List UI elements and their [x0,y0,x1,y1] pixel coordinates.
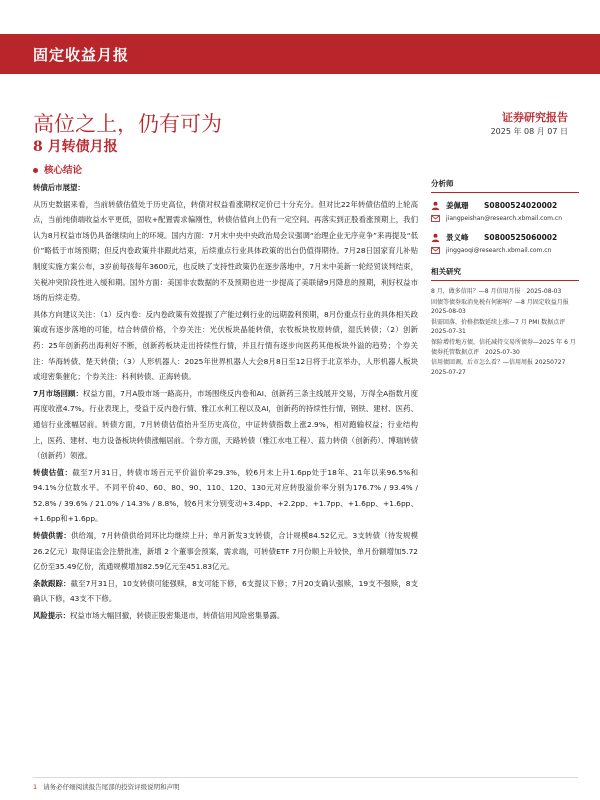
report-type-label: 证券研究报告 [502,111,568,124]
analyst-name: 姜佩珊 [446,201,469,210]
related-link[interactable]: 固债等债券取消免税有何影响？—8 月固定收益月报 2025-08-03 [431,298,575,316]
footer-divider [33,777,578,778]
related-link[interactable]: 8 月，做多信用？—8 月信用月报 2025-08-03 [431,288,562,295]
related-title: 相关研究 [431,266,579,281]
mail-icon [431,247,440,254]
person-icon [431,201,440,210]
paragraph-text: 从历史数据来看，当前转债估值处于历史高位，转债对权益看涨期权定价已十分充分。但对比22年转债估值的上轮高点，当前纯债端收益水平更低，固收+配置需求偏刚性，转债估值向上仍有一定空间。再落实到正股看涨预期上，我们认为8月权益市场仍具备继续向上的环境。国内方面：7月末中央中央政治局会议强调“治理企业无序竞争”来再提及“低价”略低于市场预期；但反内卷政策并非跟此结束，后续重点行业具体政策的出台仍值得期待。7月28日国家育儿补贴制度实施方案公布，3岁前每孩每年3600元，也反映了支持性政策仍在逐步落地中，7月末中美新一轮经贸谈判结束，关税冲突阶段性进入缓和期。国外方面：美国非农数据的不及预期也进一步提高了美联储9月降息的预期，利好权益市场的后续走势。 [33,199,418,303]
related-research [431,266,579,377]
paragraph [33,197,418,306]
paragraph [33,576,418,607]
paragraph-text: 截至7月31日，10支转债可能强赎，8支可能下修，6支提议下修；7月20支确认强赎，19支不强赎，8支确认下修，43支不下修。 [33,578,418,604]
related-link[interactable]: 供需回落，价格指数延续上涨—7 月 PMI 数据点评 2025-07-31 [431,318,572,336]
analyst-email[interactable]: jinggaoqi@research.xbmail.com.cn [446,246,552,254]
paragraph-lead: 风险提示： [33,611,70,621]
sidebar [431,178,579,378]
person-icon [431,233,440,242]
section-heading-label: 核心结论 [44,165,83,176]
report-subtitle: 8 月转债月报 [33,139,118,155]
paragraph-lead: 条款跟踪： [33,578,71,588]
paragraph-lead: 转债供需： [33,531,71,541]
paragraph [33,608,418,624]
footer-note: 请务必仔细阅读报告尾部的投资评级说明和声明 [43,783,180,791]
banner-title: 固定收益月报 [33,46,130,64]
analyst-card [431,199,579,224]
analyst-name-row [431,199,579,212]
analyst-name-row [431,231,579,244]
paragraph [33,307,418,385]
report-title: 高位之上，仍有可为 [33,112,222,136]
paragraph-text: 权益方面，7月A股市场一路高升，市场围绕反内卷和AI、创新药三条主线展开交易，万得全A指数月度再度收涨4.7%。行业表现上，受益于反内卷行情、雅江水利工程以及AI，创新药的持续性行情，钢铁、建材、医药、通信行业涨幅居前。转债方面，7月转债估值抬升至历史高位，中证转债指数上涨2.9%，相对跑输权益；行业结构上，医药、建材、电力设备板块转债涨幅居前。个券方面，天路转债（雅江水电工程）、蓝力转债（创新药）、博瑞转债（创新药）领涨。 [33,388,418,461]
analyst-name: 景义峰 [446,233,469,242]
analyst-email-row [431,244,579,256]
page-number: 1 [33,783,38,791]
paragraph-lead: 7月市场回顾： [33,388,83,398]
paragraph [33,465,418,527]
paragraph-lead: 转债估值： [33,467,73,477]
paragraph [33,528,418,575]
page-footer [33,782,180,791]
bullet-dot-icon [33,168,38,173]
analyst-email-row [431,212,579,224]
analyst-email[interactable]: jiangpeishan@research.xbmail.com.cn [446,214,563,222]
paragraph-lead: 转债后市展望： [33,183,85,192]
report-date: 2025 年 08 月 07 日 [490,127,568,136]
paragraph-text: 供给端，7月转债供给同环比均继续上升；单月新发3支转债，合计规模84.52亿元。3支转债（待发规模26.2亿元）取得证监会注册批准，新增 2 个董事会预案，需求端，可转债ETF 7月份顺上升较快，单月份额增加5.72亿份至35.49亿份，流通规模增加82.59亿元至451.83亿元。 [33,531,418,572]
top-banner [0,0,600,84]
section-heading [33,162,82,176]
analyst-cert: S0800525060002 [484,233,558,242]
related-link[interactable]: 信用债回调，后市怎么看？—信用周报 20250727 2025-07-27 [431,359,572,376]
related-link[interactable]: 保险增持地方债，信托减持交易所债券—2025 年 6 月债券托管数据点评 2025-07-30 [431,338,576,356]
main-body [33,180,418,625]
analysts-title: 分析师 [431,178,579,193]
analyst-card [431,231,579,256]
paragraph [33,180,418,196]
analyst-cert: S0800524020002 [484,201,558,210]
paragraph [33,386,418,464]
paragraph-text: 具体方向建议关注：（1）反内卷：反内卷政策有效提振了产能过剩行业的远期盈利预期，8月份重点行业的具体相关政策或有逐步落地的可能，结合转债价格，个券关注：光伏板块晶能转债，农牧板块牧原转债，湿氏转债；（2）创新药：25年创新药出海利好不断，创新药板块走出持续性行情，并且行情有逐步向医药其他板块外溢的趋势；个券关注：华海转债、楚天转债；（3）人形机器人：2025年世界机器人大会8月8日至12日将于北京举办，人形机器人板块或迎密集催化；个券关注：科利转债、正海转债。 [33,309,418,382]
paragraph-text: 权益市场大幅回撤，转债正股密集退市，转债信用风险密集暴露。 [69,611,285,621]
mail-icon [431,215,440,222]
paragraph-text: 截至7月31日，转债市场百元平价溢价率29.3%，较6月末上升1.6pp处于18年、21年以来96.5%和94.1%分位数水平。不同平价40、60、80、90、110、120、130元对应转股溢价率分别为176.7% / 93.4% / 52.8% / 39.6% / 21.0% / 14.3% / 8.8%，较6月末分别变动+3.4pp、+2.2pp、+1.7pp、+1.6pp、+1.6pp、+1.6pp和+1.6pp。 [33,467,418,524]
